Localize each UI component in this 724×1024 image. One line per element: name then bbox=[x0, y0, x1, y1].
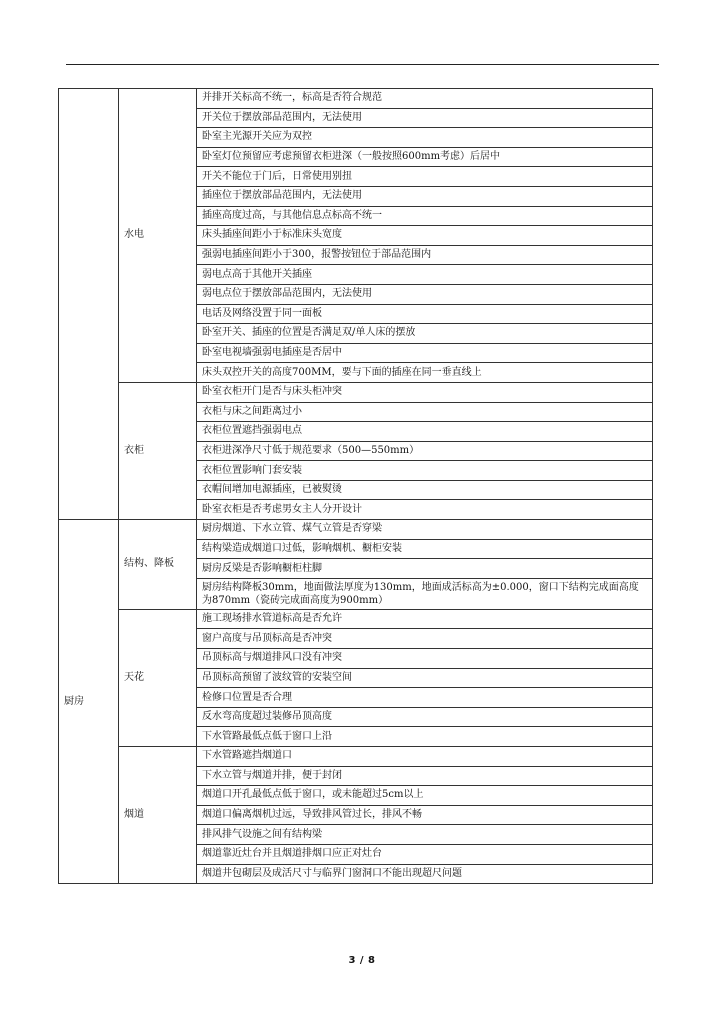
check-item: 施工现场排水管道标高是否允许 bbox=[197, 609, 653, 629]
check-item: 卧室主光源开关应为双控 bbox=[197, 128, 653, 148]
subgroup-cell: 烟道 bbox=[119, 747, 197, 884]
check-item: 插座位于摆放部品范围内，无法使用 bbox=[197, 186, 653, 206]
check-item: 厨房反梁是否影响橱柜柱脚 bbox=[197, 559, 653, 579]
check-item: 反水弯高度超过装修吊顶高度 bbox=[197, 707, 653, 727]
subgroup-cell: 水电 bbox=[119, 89, 197, 383]
check-item: 电话及网络没置于同一面板 bbox=[197, 304, 653, 324]
check-item: 衣柜进深净尺寸低于规范要求（500—550mm） bbox=[197, 441, 653, 461]
check-item: 衣柜位置遮挡强弱电点 bbox=[197, 422, 653, 442]
check-item: 下水管路遮挡烟道口 bbox=[197, 747, 653, 767]
check-item: 窗户高度与吊顶标高是否冲突 bbox=[197, 629, 653, 649]
check-item: 弱电点高于其他开关插座 bbox=[197, 265, 653, 285]
check-item: 卧室衣柜开门是否与床头柜冲突 bbox=[197, 382, 653, 402]
check-item: 床头双控开关的高度700MM，要与下面的插座在同一垂直线上 bbox=[197, 363, 653, 383]
check-item: 厨房烟道、下水立管、煤气立管是否穿梁 bbox=[197, 520, 653, 540]
subgroup-cell: 结构、降板 bbox=[119, 520, 197, 610]
check-item: 卧室电视墙强弱电插座是否居中 bbox=[197, 343, 653, 363]
check-item: 开关位于摆放部品范围内，无法使用 bbox=[197, 108, 653, 128]
check-item: 插座高度过高，与其他信息点标高不统一 bbox=[197, 206, 653, 226]
check-item: 并排开关标高不统一，标高是否符合规范 bbox=[197, 89, 653, 109]
check-item: 开关不能位于门后，日常使用别扭 bbox=[197, 167, 653, 187]
check-item: 床头插座间距小于标准床头宽度 bbox=[197, 226, 653, 246]
page-number: 3 / 8 bbox=[348, 955, 376, 966]
check-item: 烟道靠近灶台并且烟道排烟口应正对灶台 bbox=[197, 844, 653, 864]
check-item: 厨房结构降板30mm，地面做法厚度为130mm，地面成活标高为±0.000，窗口下结构完成面高度为870mm（瓷砖完成面高度为900mm） bbox=[197, 578, 653, 609]
subgroup-cell: 天花 bbox=[119, 609, 197, 746]
check-item: 烟道口偏离烟机过远，导致排风管过长，排风不畅 bbox=[197, 805, 653, 825]
check-item: 结构梁造成烟道口过低，影响烟机、橱柜安装 bbox=[197, 539, 653, 559]
category-cell bbox=[59, 89, 119, 520]
subgroup-cell: 衣柜 bbox=[119, 382, 197, 519]
table-row bbox=[59, 89, 653, 109]
table-row bbox=[59, 520, 653, 540]
check-item: 下水管路最低点低于窗口上沿 bbox=[197, 727, 653, 747]
check-item: 排风排气设施之间有结构梁 bbox=[197, 825, 653, 845]
check-item: 弱电点位于摆放部品范围内，无法使用 bbox=[197, 284, 653, 304]
header-rule bbox=[66, 64, 659, 65]
checklist-table bbox=[58, 88, 653, 884]
checklist-body bbox=[59, 89, 653, 884]
check-item: 卧室开关、插座的位置是否满足双/单人床的摆放 bbox=[197, 324, 653, 344]
category-cell: 厨房 bbox=[59, 520, 119, 884]
check-item: 衣柜与床之间距离过小 bbox=[197, 402, 653, 422]
table-row bbox=[59, 609, 653, 629]
check-item: 烟道口开孔最低点低于窗口，或未能超过5cm以上 bbox=[197, 786, 653, 806]
check-item: 下水立管与烟道并排，便于封闭 bbox=[197, 766, 653, 786]
check-item: 检修口位置是否合理 bbox=[197, 688, 653, 708]
table-row bbox=[59, 382, 653, 402]
check-item: 强弱电插座间距小于300，报警按钮位于部品范围内 bbox=[197, 245, 653, 265]
check-item: 烟道井包砌层及成活尺寸与临界门窗洞口不能出现超尺问题 bbox=[197, 864, 653, 884]
check-item: 衣帽间增加电源插座，已被熨烫 bbox=[197, 480, 653, 500]
check-item: 衣柜位置影响门套安装 bbox=[197, 461, 653, 481]
check-item: 吊顶标高预留了波纹管的安装空间 bbox=[197, 668, 653, 688]
check-item: 卧室衣柜是否考虑男女主人分开设计 bbox=[197, 500, 653, 520]
check-item: 吊顶标高与烟道排风口没有冲突 bbox=[197, 649, 653, 669]
table-row bbox=[59, 747, 653, 767]
check-item: 卧室灯位预留应考虑预留衣柜进深（一般按照600mm考虑）后居中 bbox=[197, 147, 653, 167]
